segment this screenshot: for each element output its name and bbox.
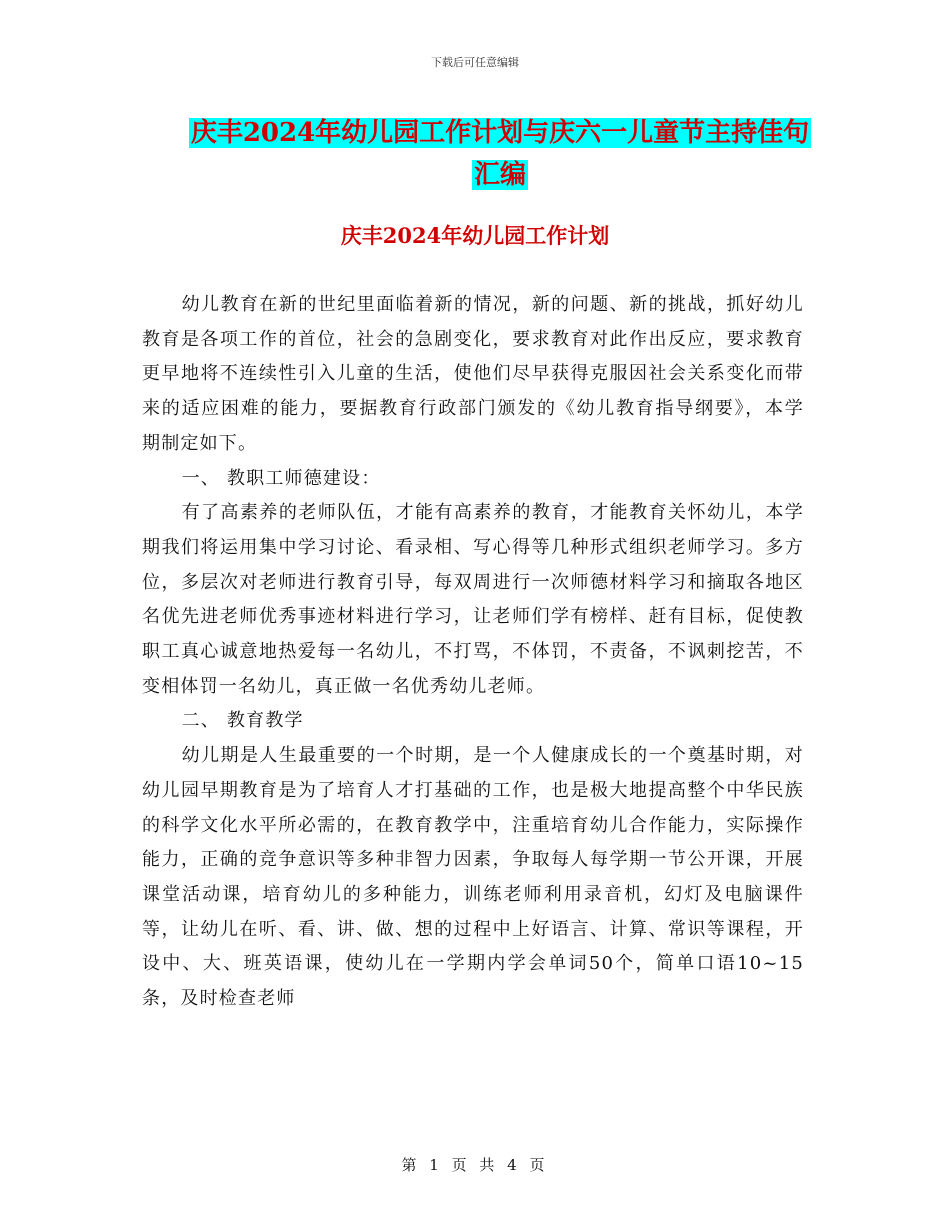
page-header-note: 下载后可任意编辑 bbox=[431, 56, 519, 69]
heading-ethics: 一、 教职工师德建设： bbox=[181, 467, 381, 489]
paragraph-teaching: 幼儿期是人生最重要的一个时期，是一个人健康成长的一个奠基时期，对幼儿园早期教育是为了培育人才打基础的工作，也是极大地提高整个中华民族的科学文化水平所必需的，在教育教学中，注重培育幼儿合作能力，实际操作能力，正确的竞争意识等多种非智力因素，争取每人每学期一节公开课，开展课堂活动课，培育幼儿的多种能力，训练老师利用录音机，幻灯及电脑课件等，让幼儿在听、看、讲、做、想的过程中上好语言、计算、常识等课程，开设中、大、班英语课，使幼儿在一学期内学会单词50个，简单口语10~15条，及时检查老师 bbox=[142, 745, 804, 1010]
document-title-line1: 庆丰2024年幼儿园工作计划与庆六一儿童节主持佳句 bbox=[190, 118, 810, 148]
heading-teaching: 二、 教育教学 bbox=[181, 710, 304, 732]
document-title-line2: 汇编 bbox=[473, 160, 526, 190]
document-body bbox=[142, 288, 804, 1017]
section-title: 庆丰2024年幼儿园工作计划 bbox=[340, 223, 610, 248]
paragraph-ethics: 有了高素养的老师队伍，才能有高素养的教育，才能教育关怀幼儿，本学期我们将运用集中学习讨论、看录相、写心得等几种形式组织老师学习。多方位，多层次对老师进行教育引导，每双周进行一次师德材料学习和摘取各地区名优先进老师优秀事迹材料进行学习，让老师们学有榜样、赶有目标，促使教职工真心诚意地热爱每一名幼儿，不打骂，不体罚，不责备，不讽刺挖苦，不变相体罚一名幼儿，真正做一名优秀幼儿老师。 bbox=[142, 502, 804, 697]
document-title bbox=[140, 112, 860, 196]
page-number: 第 1 页 共 4 页 bbox=[401, 1156, 549, 1174]
paragraph-intro: 幼儿教育在新的世纪里面临着新的情况，新的问题、新的挑战，抓好幼儿教育是各项工作的首位，社会的急剧变化，要求教育对此作出反应，要求教育更早地将不连续性引入儿童的生活，使他们尽早获得克服因社会关系变化而带来的适应困难的能力，要据教育行政部门颁发的《幼儿教育指导纲要》，本学期制定如下。 bbox=[142, 294, 804, 454]
